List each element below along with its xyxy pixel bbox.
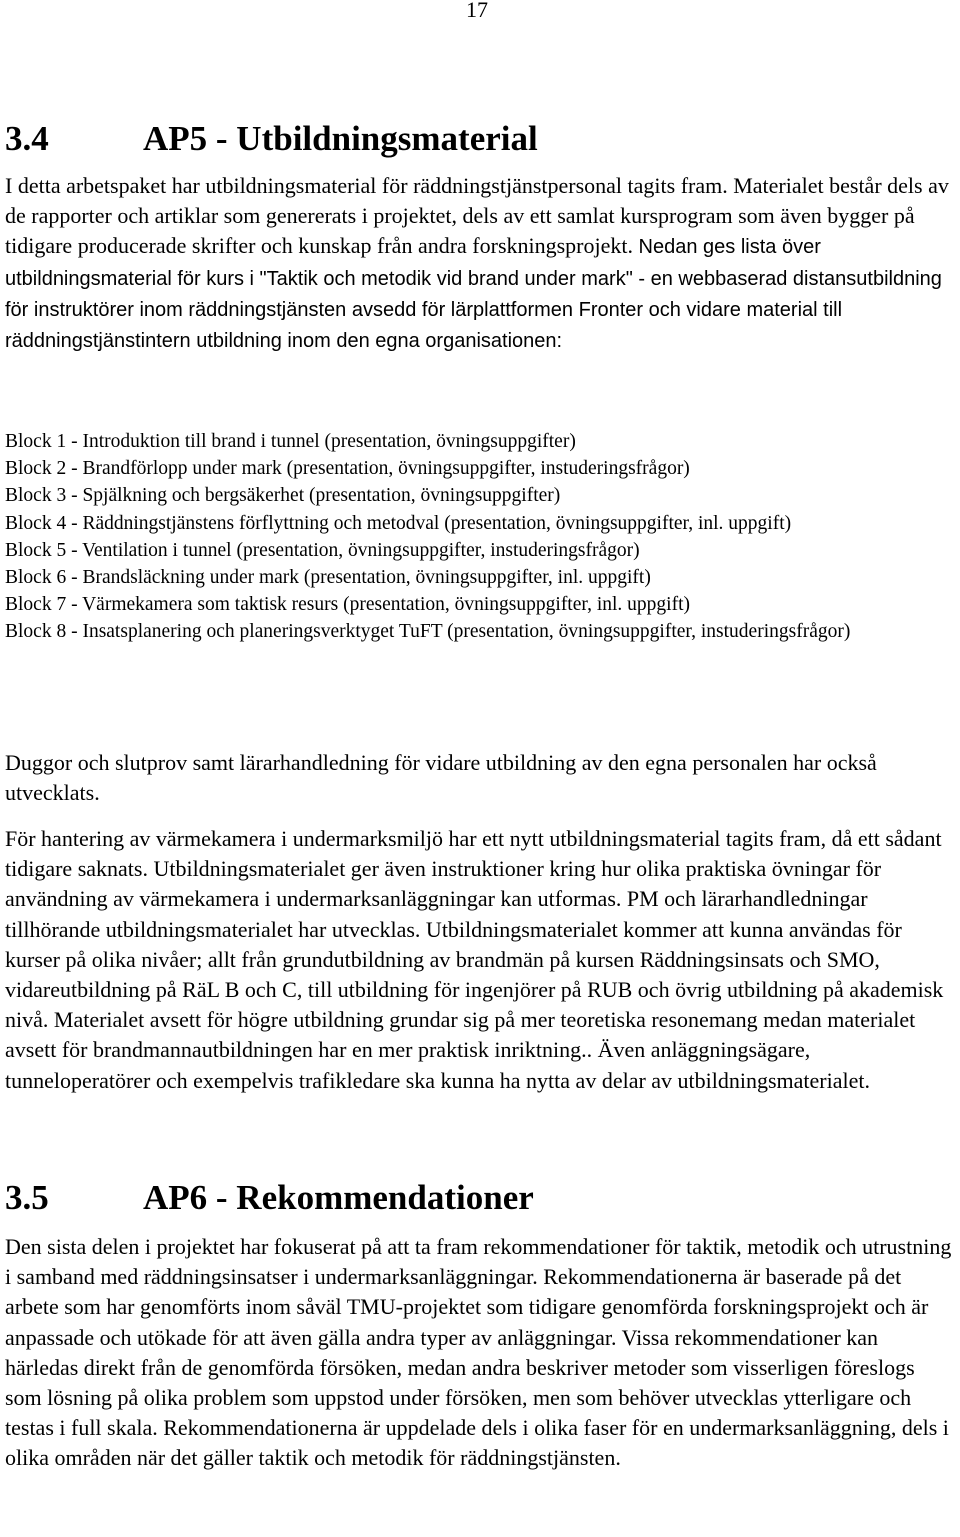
list-item: Block 7 - Värmekamera som taktisk resurs (presentation, övningsuppgifter, inl. uppgift) — [5, 594, 691, 616]
section-number: 3.4 — [5, 119, 49, 158]
list-item: Block 8 - Insatsplanering och planeringsverktyget TuFT (presentation, övningsuppgifter, instuderingsfrågor) — [5, 621, 851, 643]
page-number: 17 — [466, 0, 488, 22]
list-item: Block 5 - Ventilation i tunnel (presentation, övningsuppgifter, instuderingsfrågor) — [5, 539, 640, 561]
list-item: Block 1 - Introduktion till brand i tunnel (presentation, övningsuppgifter) — [5, 431, 576, 452]
block-list — [5, 428, 955, 646]
list-item: Block 6 - Brandsläckning under mark (presentation, övningsuppgifter, inl. uppgift) — [5, 567, 651, 589]
rekommendationer-paragraph: Den sista delen i projektet har fokuserat på att ta fram rekommendationer för taktik, metodik och utrustning i samband med räddningsinsatser i undermarksanläggningar. Rekommendationerna är baserade på det arbete som har genomförts inom såväl TMU-projektet som tidigare genomförda forskningsprojekt och är anpassade och utökade för att även gälla andra typer av anläggningar. Vissa rekommendationer kan härledas direkt från de genomförda försöken, medan andra beskriver metoder som visserligen föreslogs som lösning på olika problem som uppstod under försöken, men som behöver utvecklas ytterligare och testas i full skala. Rekommendationerna är uppdelade dels i olika faser för en undermarksanläggning, dels i olika områden när det gäller taktik och metodik för räddningstjänsten. — [5, 1234, 952, 1471]
list-item: Block 4 - Räddningstjänstens förflyttning och metodval (presentation, övningsuppgifter, inl. uppgift) — [5, 512, 792, 534]
list-item: Block 2 - Brandförlopp under mark (presentation, övningsuppgifter, instuderingsfrågor) — [5, 458, 690, 480]
section-heading-3-5 — [5, 1180, 534, 1215]
duggor-paragraph: Duggor och slutprov samt lärarhandledning för vidare utbildning av den egna personalen har också utvecklats. — [5, 750, 877, 806]
varmekamera-paragraph: För hantering av värmekamera i undermarksmiljö har ett nytt utbildningsmaterial tagits fram, då ett sådant tidigare saknats. Utbildningsmaterialet ger även instruktioner kring hur olika praktiska övningar för användning av värmekamera i undermarksanläggningar kan utformas. PM och lärarhandledningar tillhörande utbildningsmaterialet har utvecklas. Utbildningsmaterialet kommer att kunna användas för kurser på olika nivåer; allt från grundutbildning av brandmän på kursen Räddningsinsats och SMO, vidareutbildning på RäL B och C, till utbildning för ingenjörer på RUB och övrig utbildning på akademisk nivå. Materialet avsett för högre utbildning grundar sig på mer teoretiska resonemang medan materialet avsett för brandmannautbildningen har en mer praktisk inriktning.. Även anläggningsägare, tunneloperatörer och exempelvis trafikledare ska kunna ha nytta av delar av utbildningsmaterialet. — [5, 826, 944, 1093]
section-title: AP5 - Utbildningsmaterial — [143, 119, 538, 158]
intro-paragraph — [5, 171, 955, 356]
section-heading-3-4 — [5, 121, 538, 156]
intro-text-serif: I detta arbetspaket har utbildningsmaterial för räddningstjänstpersonal tagits fram. Materialet består dels av de rapporter och artiklar som genererats i projektet, dels av ett samlat kursprogram som även bygger på tidigare producerade skrifter och kunskap från andra forskningsprojekt. — [5, 173, 949, 259]
intro-text-sans: Nedan ges lista över utbildningsmaterial för kurs i "Taktik och metodik vid brand under mark" - en webbaserad distansutbildning för instruktörer inom räddningstjänsten avsedd för lärplattformen Fronter och vidare material till räddningstjänstintern utbildning inom den egna organisationen: — [5, 236, 942, 353]
section-number: 3.5 — [5, 1178, 49, 1217]
list-item: Block 3 - Spjälkning och bergsäkerhet (presentation, övningsuppgifter) — [5, 485, 561, 507]
section-title: AP6 - Rekommendationer — [143, 1178, 534, 1217]
